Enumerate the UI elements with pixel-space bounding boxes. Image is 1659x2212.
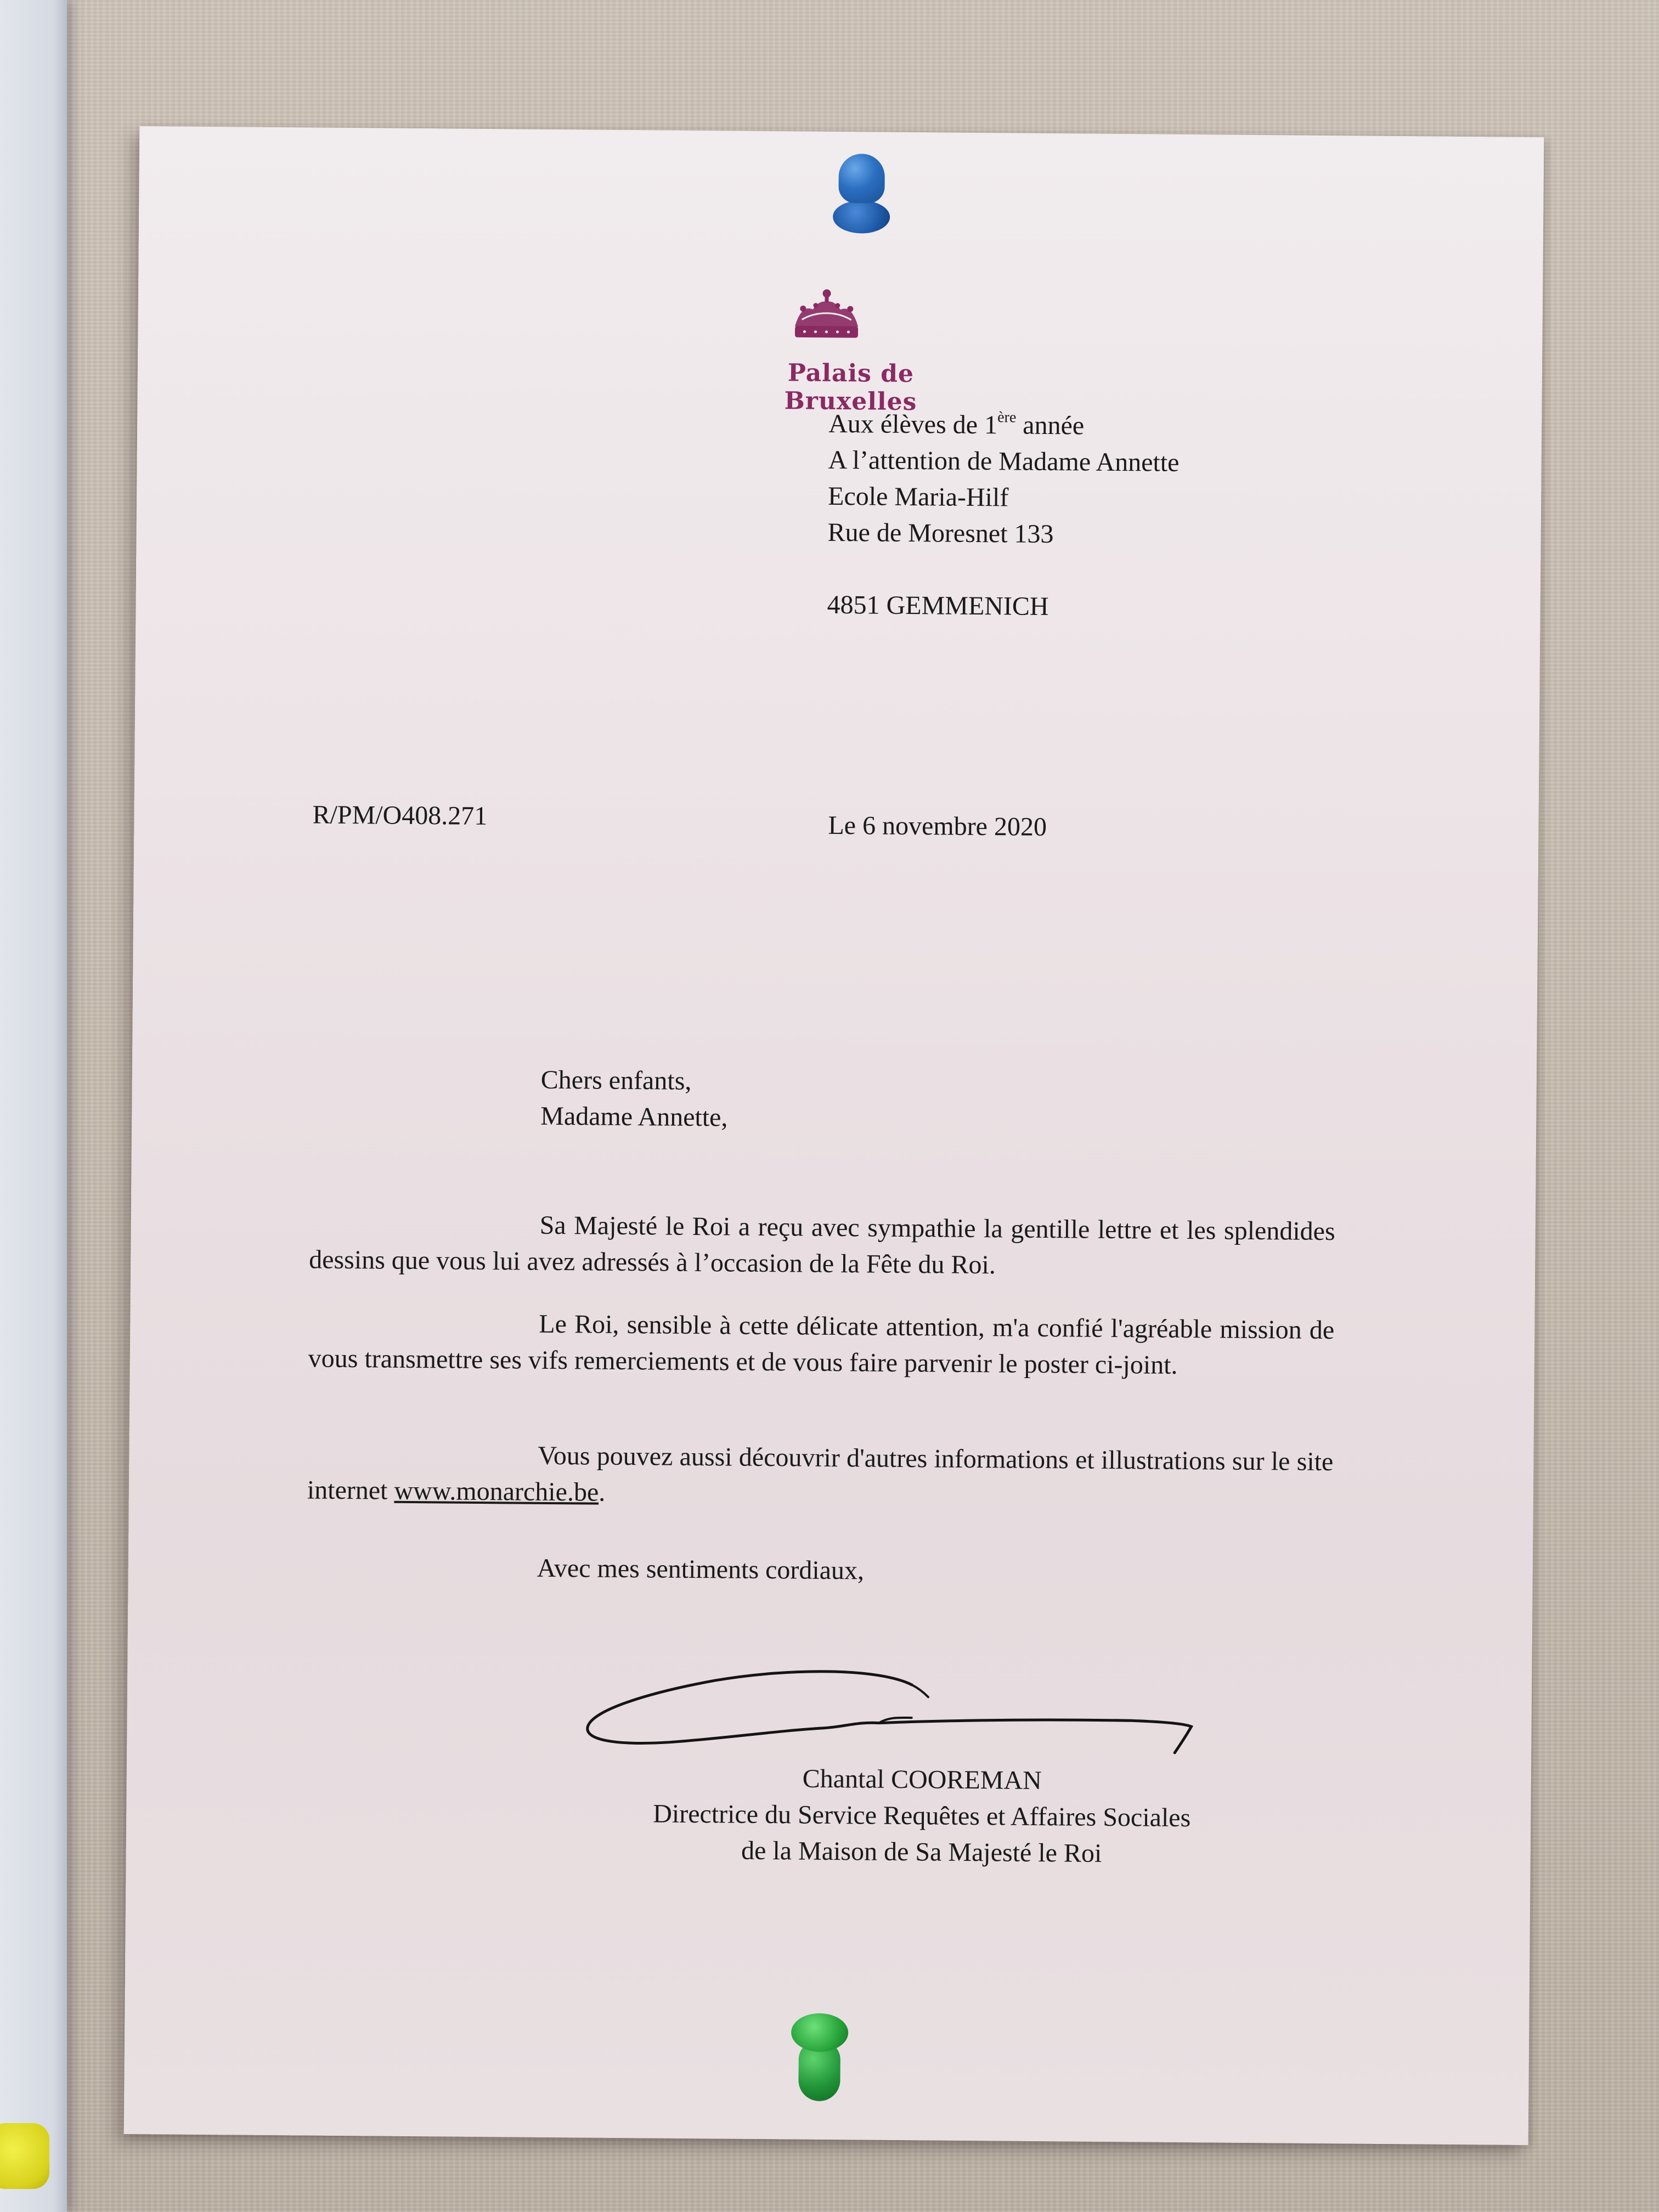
- yellow-sticky-note: [0, 2123, 49, 2189]
- recipient-line-2: A l’attention de Madame Annette: [828, 445, 1180, 477]
- royal-letter: [124, 126, 1544, 2145]
- recipient-city: 4851 GEMMENICH: [827, 590, 1049, 622]
- paragraph-2: Le Roi, sensible à cette délicate attention, m'a confié l'agréable mission de vous transmettre ses vifs remerciements et de vous faire parvenir le poster ci-joint.: [308, 1309, 1335, 1380]
- closing-line: Avec mes sentiments cordiaux,: [537, 1553, 865, 1585]
- signer-title-2: de la Maison de Sa Majesté le Roi: [741, 1836, 1102, 1868]
- website-link[interactable]: www.monarchie.be: [394, 1476, 599, 1507]
- recipient-line-1: Aux élèves de 1ère année: [828, 409, 1085, 441]
- paragraph-1: Sa Majesté le Roi a reçu avec sympathie la gentille lettre et les splendides dessins que vous lui avez adressés à l’occasion de la Fête du Roi.: [308, 1210, 1335, 1280]
- salutation-line-2: Madame Annette,: [540, 1101, 728, 1132]
- adjacent-paper-sheet: [0, 0, 67, 2212]
- signer-block: [620, 1759, 1224, 1873]
- recipient-line-4: Rue de Moresnet 133: [827, 517, 1054, 549]
- salutation-line-1: Chers enfants,: [540, 1065, 692, 1096]
- paragraph-3: Vous pouvez aussi découvrir d'autres informations et illustrations sur le site internet www.monarchie.be.: [307, 1441, 1334, 1507]
- handwritten-signature: [582, 1649, 1214, 1764]
- signer-name: Chantal COOREMAN: [802, 1764, 1042, 1796]
- recipient-address: [827, 406, 1322, 627]
- letter-date: Le 6 novembre 2020: [828, 810, 1047, 842]
- recipient-line-3: Ecole Maria-Hilf: [827, 481, 1009, 512]
- salutation: [540, 1062, 728, 1136]
- reference-number: R/PM/O408.271: [312, 800, 488, 831]
- blue-pushpin-icon: [833, 154, 888, 242]
- signer-title-1: Directrice du Service Requêtes et Affaires Sociales: [653, 1799, 1191, 1833]
- green-pushpin-icon: [791, 2013, 846, 2107]
- crown-icon: [791, 287, 862, 343]
- letterhead-palace-name: Palais de Bruxelles: [784, 359, 917, 416]
